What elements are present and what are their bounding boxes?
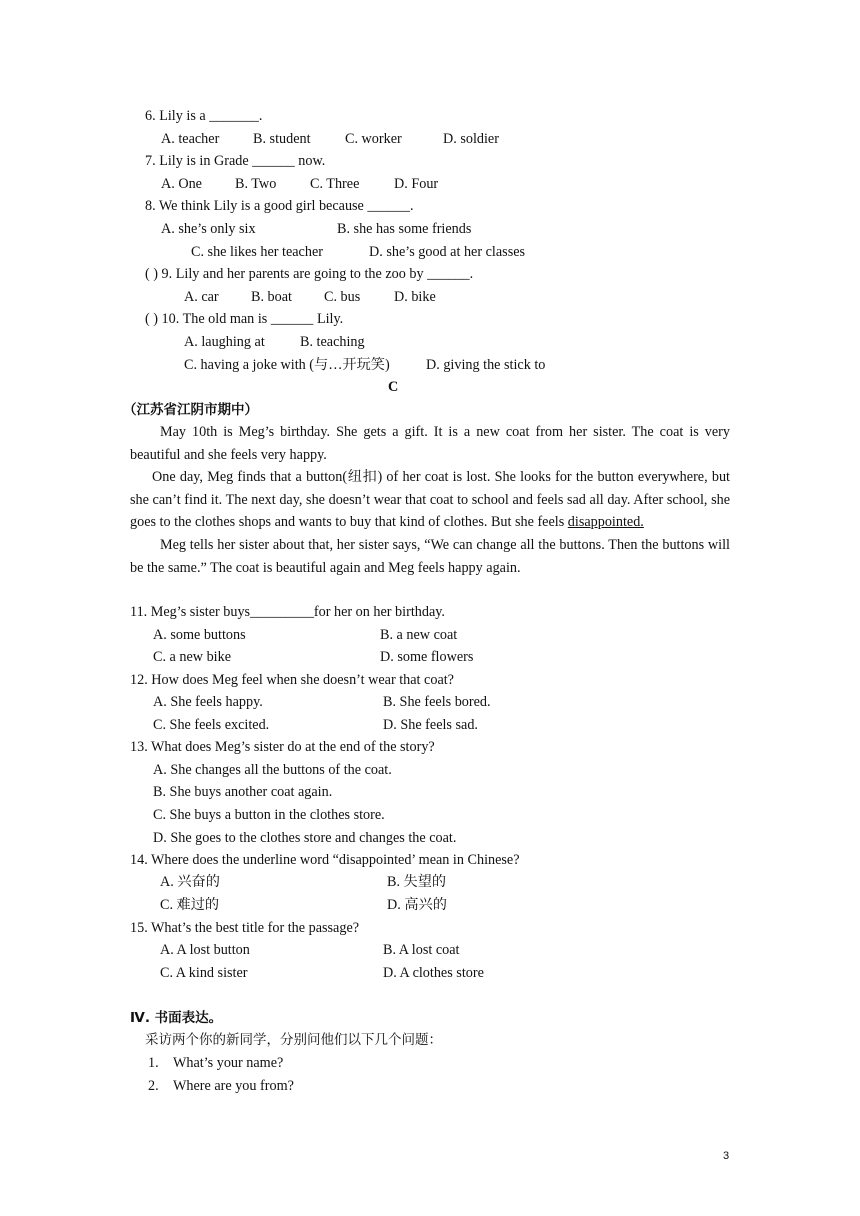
q7-option-a: A. One [161, 176, 202, 192]
q15-option-d: D. A clothes store [383, 965, 484, 981]
q6-option-c: C. worker [345, 131, 402, 147]
q9-option-d: D. bike [394, 289, 436, 305]
q13-option-a: A. She changes all the buttons of the coat. [153, 762, 392, 778]
page-number: 3 [723, 1150, 730, 1162]
q15-stem: 15. What’s the best title for the passage? [130, 920, 360, 936]
q8-option-a: A. she’s only six [161, 221, 256, 237]
q10-stem: ( ) 10. The old man is ______ Lily. [145, 311, 344, 327]
q11-option-c: C. a new bike [153, 649, 232, 665]
q15-option-a: A. A lost button [160, 942, 250, 958]
q8-option-d: D. she’s good at her classes [369, 244, 526, 260]
q15-option-b: B. A lost coat [383, 942, 460, 958]
q13-option-c: C. She buys a button in the clothes store. [153, 807, 385, 823]
list-item: What’s your name? [173, 1055, 284, 1071]
q14-option-c: C. 难过的 [160, 897, 220, 913]
q8-option-b: B. she has some friends [337, 221, 472, 237]
q8-stem: 8. We think Lily is a good girl because ______. [145, 198, 414, 214]
q11-stem: 11. Meg’s sister buys_________for her on her birthday. [130, 604, 445, 620]
q14-stem: 14. Where does the underline word “disappointed’ mean in Chinese? [130, 852, 520, 868]
q8-option-c: C. she likes her teacher [191, 244, 323, 260]
q13-stem: 13. What does Meg’s sister do at the end of the story? [130, 739, 435, 755]
list-item-number: 2. [148, 1078, 159, 1094]
passage-paragraph-1: May 10th is Meg’s birthday. She gets a gift. It is a new coat from her sister. The coat is very beautiful and she feels very happy. [130, 424, 730, 463]
q15-option-c: C. A kind sister [160, 965, 248, 981]
q12-option-b: B. She feels bored. [383, 694, 491, 710]
list-item: Where are you from? [173, 1078, 294, 1094]
passage-paragraph-2 [130, 466, 730, 534]
passage-paragraph-2-text: One day, Meg finds that a button(纽扣) of her coat is lost. She looks for the button everywhere, but she can’t find it. The next day, she doesn’t wear that coat to school and feels sad all day. After school, she goes to the clothes shops and wants to buy that kind of clothes. But she feels [130, 469, 730, 531]
q6-option-b: B. student [253, 131, 311, 147]
q7-stem: 7. Lily is in Grade ______ now. [145, 153, 326, 169]
q13-option-b: B. She buys another coat again. [153, 784, 333, 800]
q7-option-d: D. Four [394, 176, 439, 192]
underlined-word: disappointed. [567, 514, 644, 531]
list-item-number: 1. [148, 1055, 159, 1071]
q12-stem: 12. How does Meg feel when she doesn’t wear that coat? [130, 672, 454, 688]
section-letter: C [388, 379, 399, 395]
q10-option-a: A. laughing at [184, 334, 265, 350]
q9-option-c: C. bus [324, 289, 361, 305]
q11-option-b: B. a new coat [380, 627, 458, 643]
q10-option-b: B. teaching [300, 334, 365, 350]
q12-option-a: A. She feels happy. [153, 694, 263, 710]
q14-option-b: B. 失望的 [387, 874, 447, 890]
q9-option-b: B. boat [251, 289, 292, 305]
q11-option-a: A. some buttons [153, 627, 246, 643]
q10-option-d: D. giving the stick to [426, 357, 546, 373]
passage-source: （江苏省江阴市期中） [123, 402, 258, 418]
section-4-heading: Ⅳ. 书面表达。 [130, 1010, 223, 1026]
q9-option-a: A. car [184, 289, 219, 305]
q6-stem: 6. Lily is a _______. [145, 108, 263, 124]
q10-option-c: C. having a joke with (与…开玩笑) [184, 357, 390, 373]
q11-option-d: D. some flowers [380, 649, 474, 665]
section-4-instruction: 采访两个你的新同学，分别问他们以下几个问题： [145, 1032, 442, 1048]
q7-option-c: C. Three [310, 176, 360, 192]
q6-option-d: D. soldier [443, 131, 499, 147]
passage-body [130, 421, 730, 579]
q6-option-a: A. teacher [161, 131, 220, 147]
q12-option-c: C. She feels excited. [153, 717, 270, 733]
q9-stem: ( ) 9. Lily and her parents are going to the zoo by ______. [145, 266, 474, 282]
q7-option-b: B. Two [235, 176, 277, 192]
q14-option-a: A. 兴奋的 [160, 874, 220, 890]
q14-option-d: D. 高兴的 [387, 897, 447, 913]
q12-option-d: D. She feels sad. [383, 717, 478, 733]
passage-paragraph-3: Meg tells her sister about that, her sister says, “We can change all the buttons. Then the buttons will be the same.” The coat is beautiful again and Meg feels happy again. [130, 536, 730, 576]
q13-option-d: D. She goes to the clothes store and changes the coat. [153, 830, 457, 846]
